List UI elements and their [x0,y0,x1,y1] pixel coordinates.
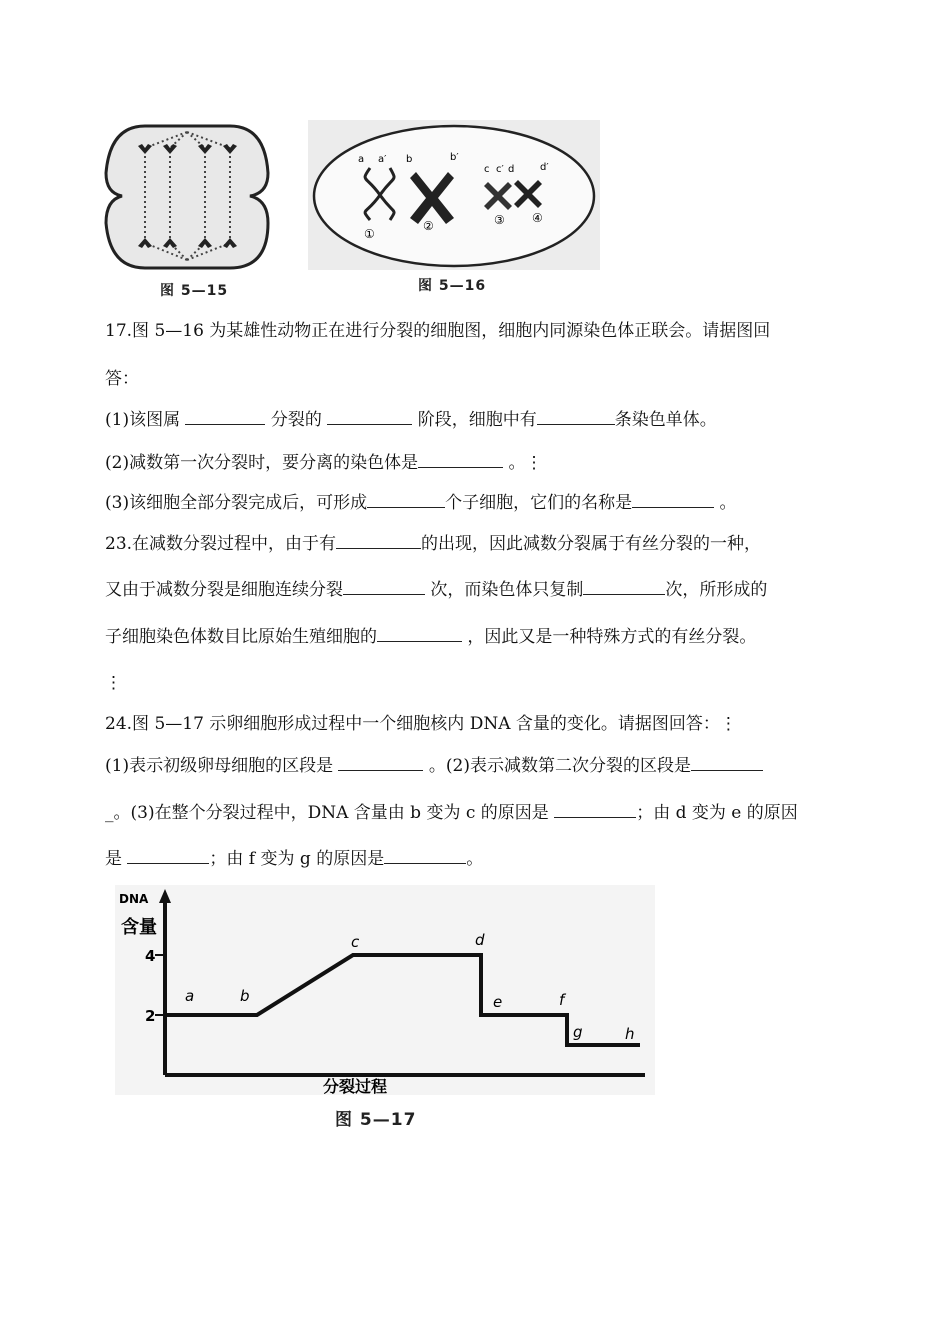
q23-line1 [105,532,761,555]
point-label-f: f [559,991,565,1009]
q23-l3-text-b: ，因此又是一种特殊方式的有丝分裂。 [462,627,757,647]
q23-l2-text-c: 次，所形成的 [665,580,768,600]
q17-line1: 17.图 5—16 为某雄性动物正在进行分裂的细胞图，细胞内同源染色体正联会。请据图回 [105,321,771,341]
label-a: a [358,154,365,165]
q24-blank-f-to-g-reason[interactable] [384,847,466,864]
q23-l2-text-b: 次，而染色体只复制 [425,580,584,600]
q24-line1: 24.图 5—17 示卵细胞形成过程中一个细胞核内 DNA 含量的变化。请据图回答：⋮ [105,714,737,734]
q23-line4: ⋮ [105,673,122,693]
point-label-d: d [475,931,485,949]
q24-l2-text-a: (1)表示初级卵母细胞的区段是 [105,756,339,776]
q24-blank-b-to-c-reason[interactable] [554,801,636,818]
label-a-prime: a′ [378,154,387,165]
q24-line4 [105,847,483,870]
label-b-prime: b′ [450,152,459,163]
q23-blank-chromosome-ratio[interactable] [377,625,462,642]
q24-blank-primary-oocyte-segment[interactable] [338,754,423,771]
y-axis-label-dna: DNA [119,892,149,906]
q24-l4-text-c: 。 [466,849,484,869]
q24-l4-text-b: ；由 f 变为 g 的原因是 [209,849,385,869]
figure-5-17-dna-chart [115,885,655,1095]
point-label-c: c [351,933,360,951]
y-tick-label-2: 2 [145,1007,156,1025]
q17-blank-division-type[interactable] [185,408,265,425]
q24-l4-text-a: 是 [105,849,128,869]
q17-p1-text-a: (1)该图属 [105,410,186,430]
figure-5-17-caption: 图 5—17 [335,1110,417,1130]
figure-5-15-caption: 图 5—15 [160,283,229,299]
point-label-b: b [240,987,250,1005]
label-c: c [484,164,490,175]
label-b: b [406,154,413,165]
q23-l3-text-a: 子细胞染色体数目比原始生殖细胞的 [105,627,377,647]
q17-p1-text-b: 分裂的 [265,410,328,430]
x-axis-label: 分裂过程 [323,1077,388,1095]
q17-p3-text-c: 。 [714,493,737,513]
label-1: ① [364,227,375,241]
cell-outline [106,126,268,268]
label-d-prime: d′ [540,162,549,173]
q17-p1-text-d: 条染色单体。 [614,410,717,430]
q23-line2 [105,578,767,601]
point-label-a: a [185,987,195,1005]
label-3: ③ [494,213,505,227]
q23-blank-structure[interactable] [336,532,421,549]
label-4: ④ [532,211,543,225]
label-c-prime: c′ [496,164,504,175]
q24-blank-meiosis2-segment[interactable] [691,754,763,771]
figure-5-15 [100,118,275,273]
q17-part3 [105,491,737,514]
y-tick-label-4: 4 [145,947,156,965]
q17-blank-cell-name[interactable] [632,491,714,508]
q23-line3 [105,625,756,648]
q17-p2-text-a: (2)减数第一次分裂时，要分离的染色体是 [105,453,419,473]
q17-part1 [105,408,717,431]
label-2: ② [423,219,434,233]
q23-l1-text-a: 23.在减数分裂过程中，由于有 [105,534,337,554]
point-label-e: e [493,993,503,1011]
q24-l3-text-a: _。(3)在整个分裂过程中，DNA 含量由 b 变为 c 的原因是 [105,803,555,823]
point-label-g: g [573,1023,583,1041]
q23-blank-division-times[interactable] [343,578,425,595]
point-label-h: h [625,1025,635,1043]
figure-5-16 [308,120,600,270]
q17-p1-text-c: 阶段，细胞中有 [412,410,537,430]
q17-p3-text-a: (3)该细胞全部分裂完成后，可形成 [105,493,368,513]
q17-blank-separating-chromosomes[interactable] [418,451,503,468]
q23-blank-replication-times[interactable] [583,578,665,595]
q17-line2: 答： [105,369,139,389]
q24-l3-text-b: ；由 d 变为 e 的原因 [636,803,798,823]
q17-blank-chromatid-count[interactable] [537,408,615,425]
q24-l2-text-b: 。(2)表示减数第二次分裂的区段是 [423,756,691,776]
q23-l2-text-a: 又由于减数分裂是细胞连续分裂 [105,580,343,600]
q23-l1-text-b: 的出现，因此减数分裂属于有丝分裂的一种， [421,534,762,554]
q24-line3 [105,801,798,824]
label-d: d [508,164,515,175]
q24-line2 [105,754,763,777]
q17-p3-text-b: 个子细胞，它们的名称是 [445,493,633,513]
y-axis-label-content: 含量 [121,917,157,938]
q17-blank-cell-count[interactable] [367,491,445,508]
q17-part2 [105,451,543,474]
q17-blank-stage[interactable] [327,408,412,425]
cell-outline [314,126,594,266]
figure-5-16-caption: 图 5—16 [418,278,487,294]
q17-p2-text-b: 。⋮ [503,453,543,473]
q24-blank-d-to-e-reason[interactable] [127,847,209,864]
